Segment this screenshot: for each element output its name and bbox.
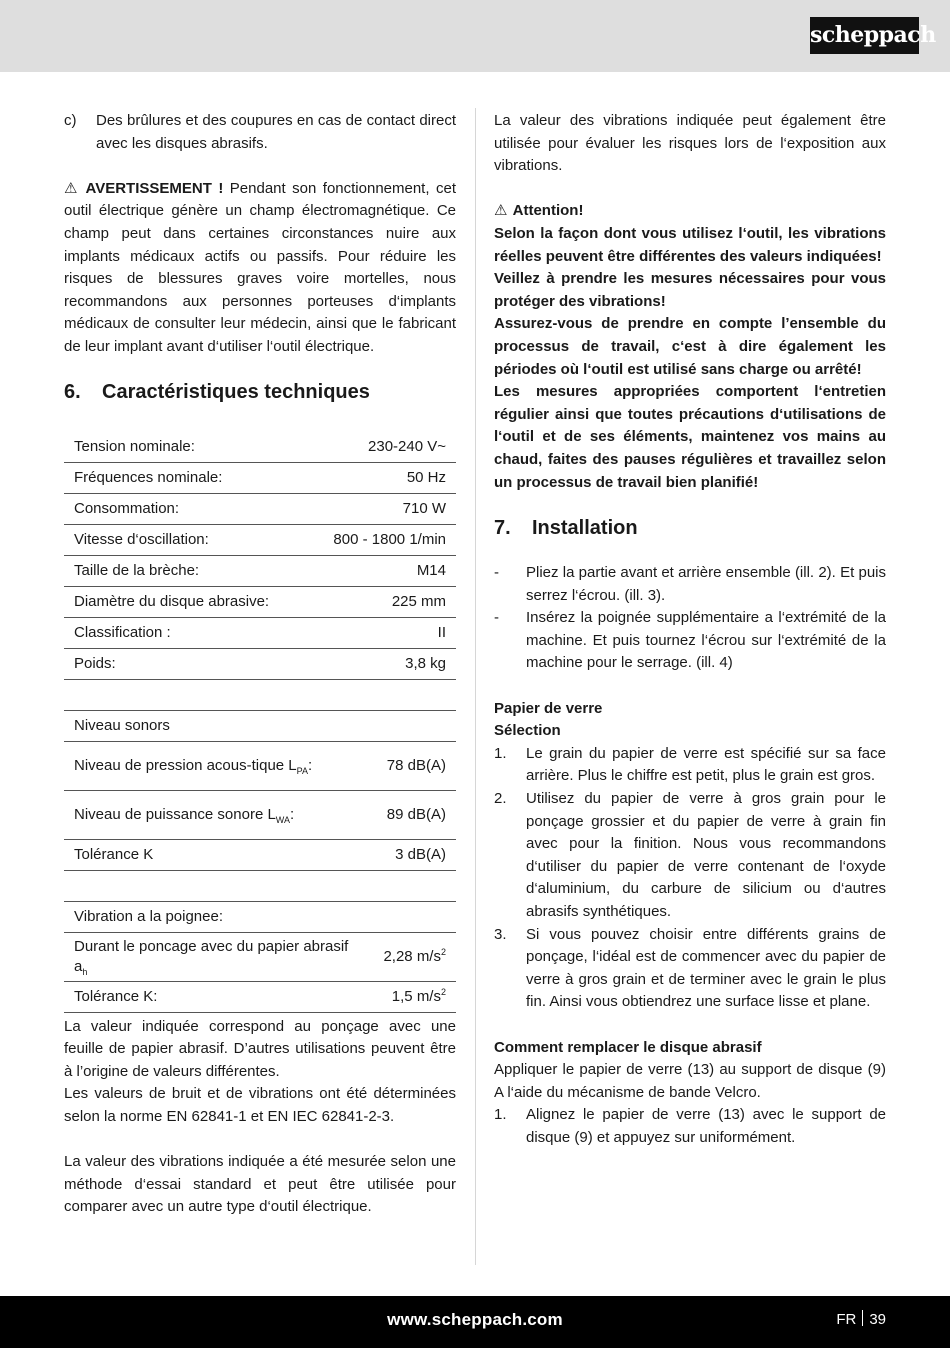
table-row [64,555,456,586]
sandpaper-subtitle: Sélection [494,722,561,740]
section-title: Installation [532,517,638,540]
right-column [494,110,886,1150]
list-item-text: Insérez la poignée supplémentaire a l‘extrémité de la machine. Et puis tournez l‘écrou sur l‘extrémité de la machine pour le serrage. (ill. 4) [526,609,886,672]
sanding-label: Durant le poncage avec du papier abrasif $a_h$ [64,932,373,981]
spec-value: 800 - 1800 1/min [307,524,456,555]
warning-icon: ⚠ [64,179,78,197]
table-row [64,462,456,493]
table-row [64,839,456,870]
spec-label: Tension nominale: [64,432,307,463]
sanding-value: 2,28 $m/s^2$ [373,932,456,981]
sandpaper-list [494,743,886,1014]
list-marker: - [494,564,499,582]
attention-text: Selon la façon dont vous utilisez l‘outil, les vibrations réelles peuvent être différentes des valeurs indiquées! [494,224,886,265]
noise-heading: Niveau sonors [64,710,456,741]
list-marker: - [494,609,499,627]
noise-tolerance-label: Tolérance K [64,839,373,870]
replace-intro: Appliquer le papier de verre (13) au support de disque (9) A l‘aide du mécanisme de bande Velcro. [494,1061,886,1101]
spec-label: Vitesse d‘oscillation: [64,524,307,555]
spec-label: Diamètre du disque abrasive: [64,586,307,617]
pressure-label: Niveau de pression acous-tique $L_{PA}$: [64,741,373,790]
section-number: 7. [494,517,511,540]
table-row [64,981,456,1012]
list-marker: 2. [494,790,507,808]
noise-table [64,680,456,1013]
list-item [494,607,886,675]
table-row [64,586,456,617]
sandpaper-title: Papier de verre [494,699,603,717]
list-item [494,788,886,924]
left-column [64,110,456,1219]
body-paragraph: La valeur des vibrations indiquée a été mesurée selon une méthode d‘essai standard et peut être utilisée pour comparer avec un autre type d‘outil électrique. [64,1153,456,1216]
warning-text: Pendant son fonctionnement, cet outil électrique génère un champ électromagnétique. Ce champ peut dans certaines circonstances nuire aux implants médicaux actifs ou passifs. Pour réduire les risques de blessures graves voire mortelles, nous recommandons aux personnes porteuses d‘implants médicaux de consulter leur médecin, ainsi que le fabricant de leur implant avant d‘utiliser l‘outil électrique. [64,179,456,355]
spec-value: 230-240 V~ [307,432,456,463]
spec-value: 3,8 kg [307,648,456,679]
attention-block [494,223,886,494]
warning-icon: ⚠ [494,202,508,220]
section-title: Caractéristiques techniques [102,380,370,403]
list-item-text: Utilisez du papier de verre à gros grain pour le ponçage grossier et du papier de verre à grain fin avec pour la finition. Nous vous recommandons d‘utiliser du papier de verre contenant de l‘oxyde d‘aluminium, du carbure de silicium ou d‘autres abrasifs synthétiques. [526,790,886,920]
list-item [494,1104,886,1149]
replace-list [494,1104,886,1149]
vibration-heading-row [64,901,456,932]
attention-text: Assurez-vous de prendre en compte l’ensemble du processus de travail, c‘est à dire également les périodes où l‘outil est utilisé sans charge ou arrêté! [494,315,886,378]
list-item [494,562,886,607]
spec-label: Fréquences nominale: [64,462,307,493]
specs-table [64,432,456,680]
list-item-text: Pliez la partie avant et arrière ensemble (ill. 2). Et puis serrez l‘écrou. (ill. 3). [526,564,886,604]
table-row [64,524,456,555]
body-paragraph: Les valeurs de bruit et de vibrations ont été déterminées selon la norme EN 62841-1 et EN IEC 62841-2-3. [64,1085,456,1125]
table-row [64,617,456,648]
section-7-heading [494,516,886,540]
table-row [64,790,456,839]
table-row [64,493,456,524]
list-item [494,743,886,788]
list-marker: 1. [494,744,507,762]
replace-title: Comment remplacer le disque abrasif [494,1038,762,1056]
attention-label: Attention! [512,202,584,220]
list-item [494,924,886,1014]
table-row [64,432,456,463]
spec-value: M14 [307,555,456,586]
vibration-tolerance-label: Tolérance K: [64,981,373,1012]
power-label: Niveau de puissance sonore $L_{WA}$: [64,790,373,839]
list-item-text: Des brûlures et des coupures en cas de contact direct avec les disques abrasifs. [96,112,456,152]
website-link[interactable]: www.scheppach.com [387,1310,563,1329]
vibration-heading: Vibration a la poignee: [64,901,456,932]
section-6-heading [64,380,456,404]
scheppach-logo: scheppach [810,17,919,54]
spec-value: 50 Hz [307,462,456,493]
column-divider [475,108,476,1265]
install-steps-list [494,562,886,675]
power-value: 89 dB(A) [373,790,456,839]
body-paragraph: La valeur indiquée correspond au ponçage avec une feuille de papier abrasif. D’autres utilisations peuvent être à l’origine de valeurs différentes. [64,1017,456,1080]
attention-text: Veillez à prendre les mesures nécessaires pour vous protéger des vibrations! [494,270,886,310]
page-number: 39 [869,1311,886,1328]
separator [862,1310,863,1326]
spec-label: Classification : [64,617,307,648]
table-row [64,932,456,981]
spec-value: II [307,617,456,648]
list-marker: 1. [494,1106,507,1124]
list-item-text: Si vous pouvez choisir entre différents grains de ponçage, l‘idéal est de commencer avec du papier de verre à gros grain et de terminer avec le grain le plus fin. Ainsi vous obtiendrez une surface lisse et plane. [526,925,886,1011]
spec-value: 710 W [307,493,456,524]
language-code: FR [836,1311,857,1328]
noise-heading-row [64,710,456,741]
table-row [64,648,456,679]
footer-band [0,1296,950,1348]
page-indicator [836,1308,886,1332]
header-band [0,0,950,72]
noise-tolerance-value: 3 dB(A) [373,839,456,870]
spec-label: Consommation: [64,493,307,524]
list-item [64,110,456,155]
vibration-tolerance-value: 1,5 $m/s^2$ [373,981,456,1012]
warning-paragraph [64,178,456,359]
attention-text: Les mesures appropriées comportent l‘entretien régulier ainsi que toutes précautions d‘utilisations de l‘outil et de ses éléments, maintenez vos mains au chaud, faites des pauses régulières et travaillez selon un processus de travail bien planifié! [494,383,886,491]
warning-label: AVERTISSEMENT ! [85,179,224,197]
pressure-value: 78 dB(A) [373,741,456,790]
spec-value: 225 mm [307,586,456,617]
attention-heading [494,200,886,223]
table-row [64,741,456,790]
list-marker: c) [64,112,77,129]
body-paragraph: La valeur des vibrations indiquée peut également être utilisée pour évaluer les risques lors de l‘exposition aux vibrations. [494,112,886,175]
spec-label: Poids: [64,648,307,679]
spec-label: Taille de la brèche: [64,555,307,586]
list-item-text: Le grain du papier de verre est spécifié sur sa face arrière. Plus le chiffre est petit, plus le grain est gros. [526,744,886,785]
list-item-text: Alignez le papier de verre (13) avec le support de disque (9) et appuyez sur uniformément. [526,1106,886,1146]
list-marker: 3. [494,925,507,943]
section-number: 6. [64,380,81,403]
